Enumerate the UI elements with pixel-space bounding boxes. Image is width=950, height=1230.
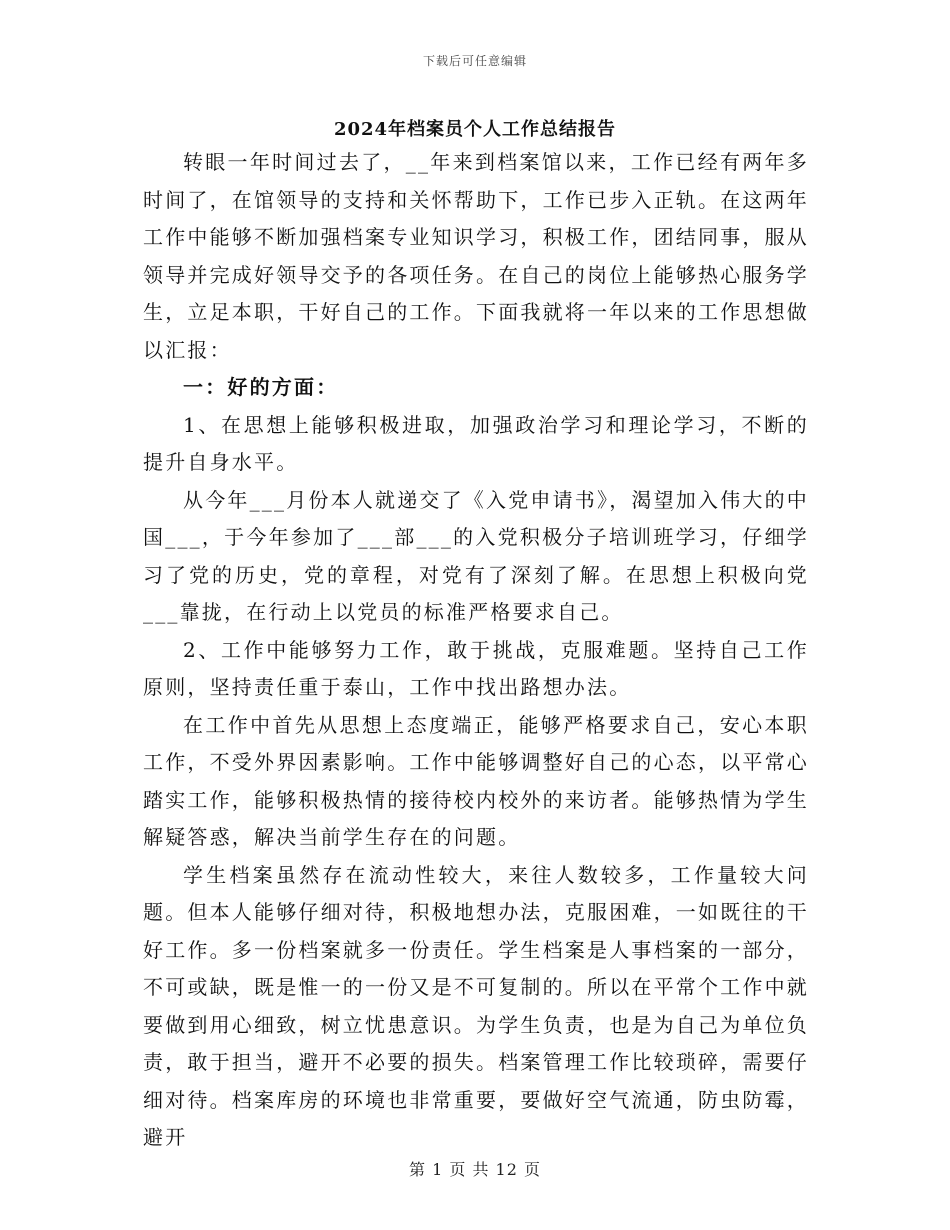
page-number: 第 1 页 共 12 页 — [409, 1160, 541, 1179]
document-body — [143, 144, 809, 1157]
page-header-note: 下载后可任意编辑 — [422, 54, 527, 68]
paragraph-point-2: 2、工作中能够努力工作，敢于挑战，克服难题。坚持自己工作原则，坚持责任重于泰山，工作中找出路想办法。 — [143, 637, 809, 699]
paragraph-work-attitude: 在工作中首先从思想上态度端正，能够严格要求自己，安心本职工作，不受外界因素影响。工作中能够调整好自己的心态，以平常心踏实工作，能够积极热情的接待校内校外的来访者。能够热情为学生解疑答惑，解决当前学生存在的问题。 — [143, 712, 809, 849]
section-heading-good-aspects: 一：好的方面： — [183, 375, 339, 399]
paragraph-student-archives: 学生档案虽然存在流动性较大，来往人数较多，工作量较大问题。但本人能够仔细对待，积极地想办法，克服困难，一如既往的干好工作。多一份档案就多一份责任。学生档案是人事档案的一部分，不可或缺，既是惟一的一份又是不可复制的。所以在平常个工作中就要做到用心细致，树立忧患意识。为学生负责，也是为自己为单位负责，敢于担当，避开不必要的损失。档案管理工作比较琐碎，需要仔细对待。档案库房的环境也非常重要，要做好空气流通，防虫防霉，避开 — [143, 862, 809, 1149]
paragraph-party-application: 从今年___月份本人就递交了《入党申请书》，渴望加入伟大的中国___，于今年参加了___部___的入党积极分子培训班学习，仔细学习了党的历史，党的章程，对党有了深刻了解。在思想上积极向党___靠拢，在行动上以党员的标准严格要求自己。 — [143, 487, 809, 624]
paragraph-intro: 转眼一年时间过去了，__年来到档案馆以来，工作已经有两年多时间了，在馆领导的支持和关怀帮助下，工作已步入正轨。在这两年工作中能够不断加强档案专业知识学习，积极工作，团结同事，服从领导并完成好领导交予的各项任务。在自己的岗位上能够热心服务学生，立足本职，干好自己的工作。下面我就将一年以来的工作思想做以汇报： — [143, 150, 809, 362]
paragraph-point-1: 1、在思想上能够积极进取，加强政治学习和理论学习，不断的提升自身水平。 — [143, 412, 809, 474]
document-title: 2024年档案员个人工作总结报告 — [333, 119, 617, 140]
